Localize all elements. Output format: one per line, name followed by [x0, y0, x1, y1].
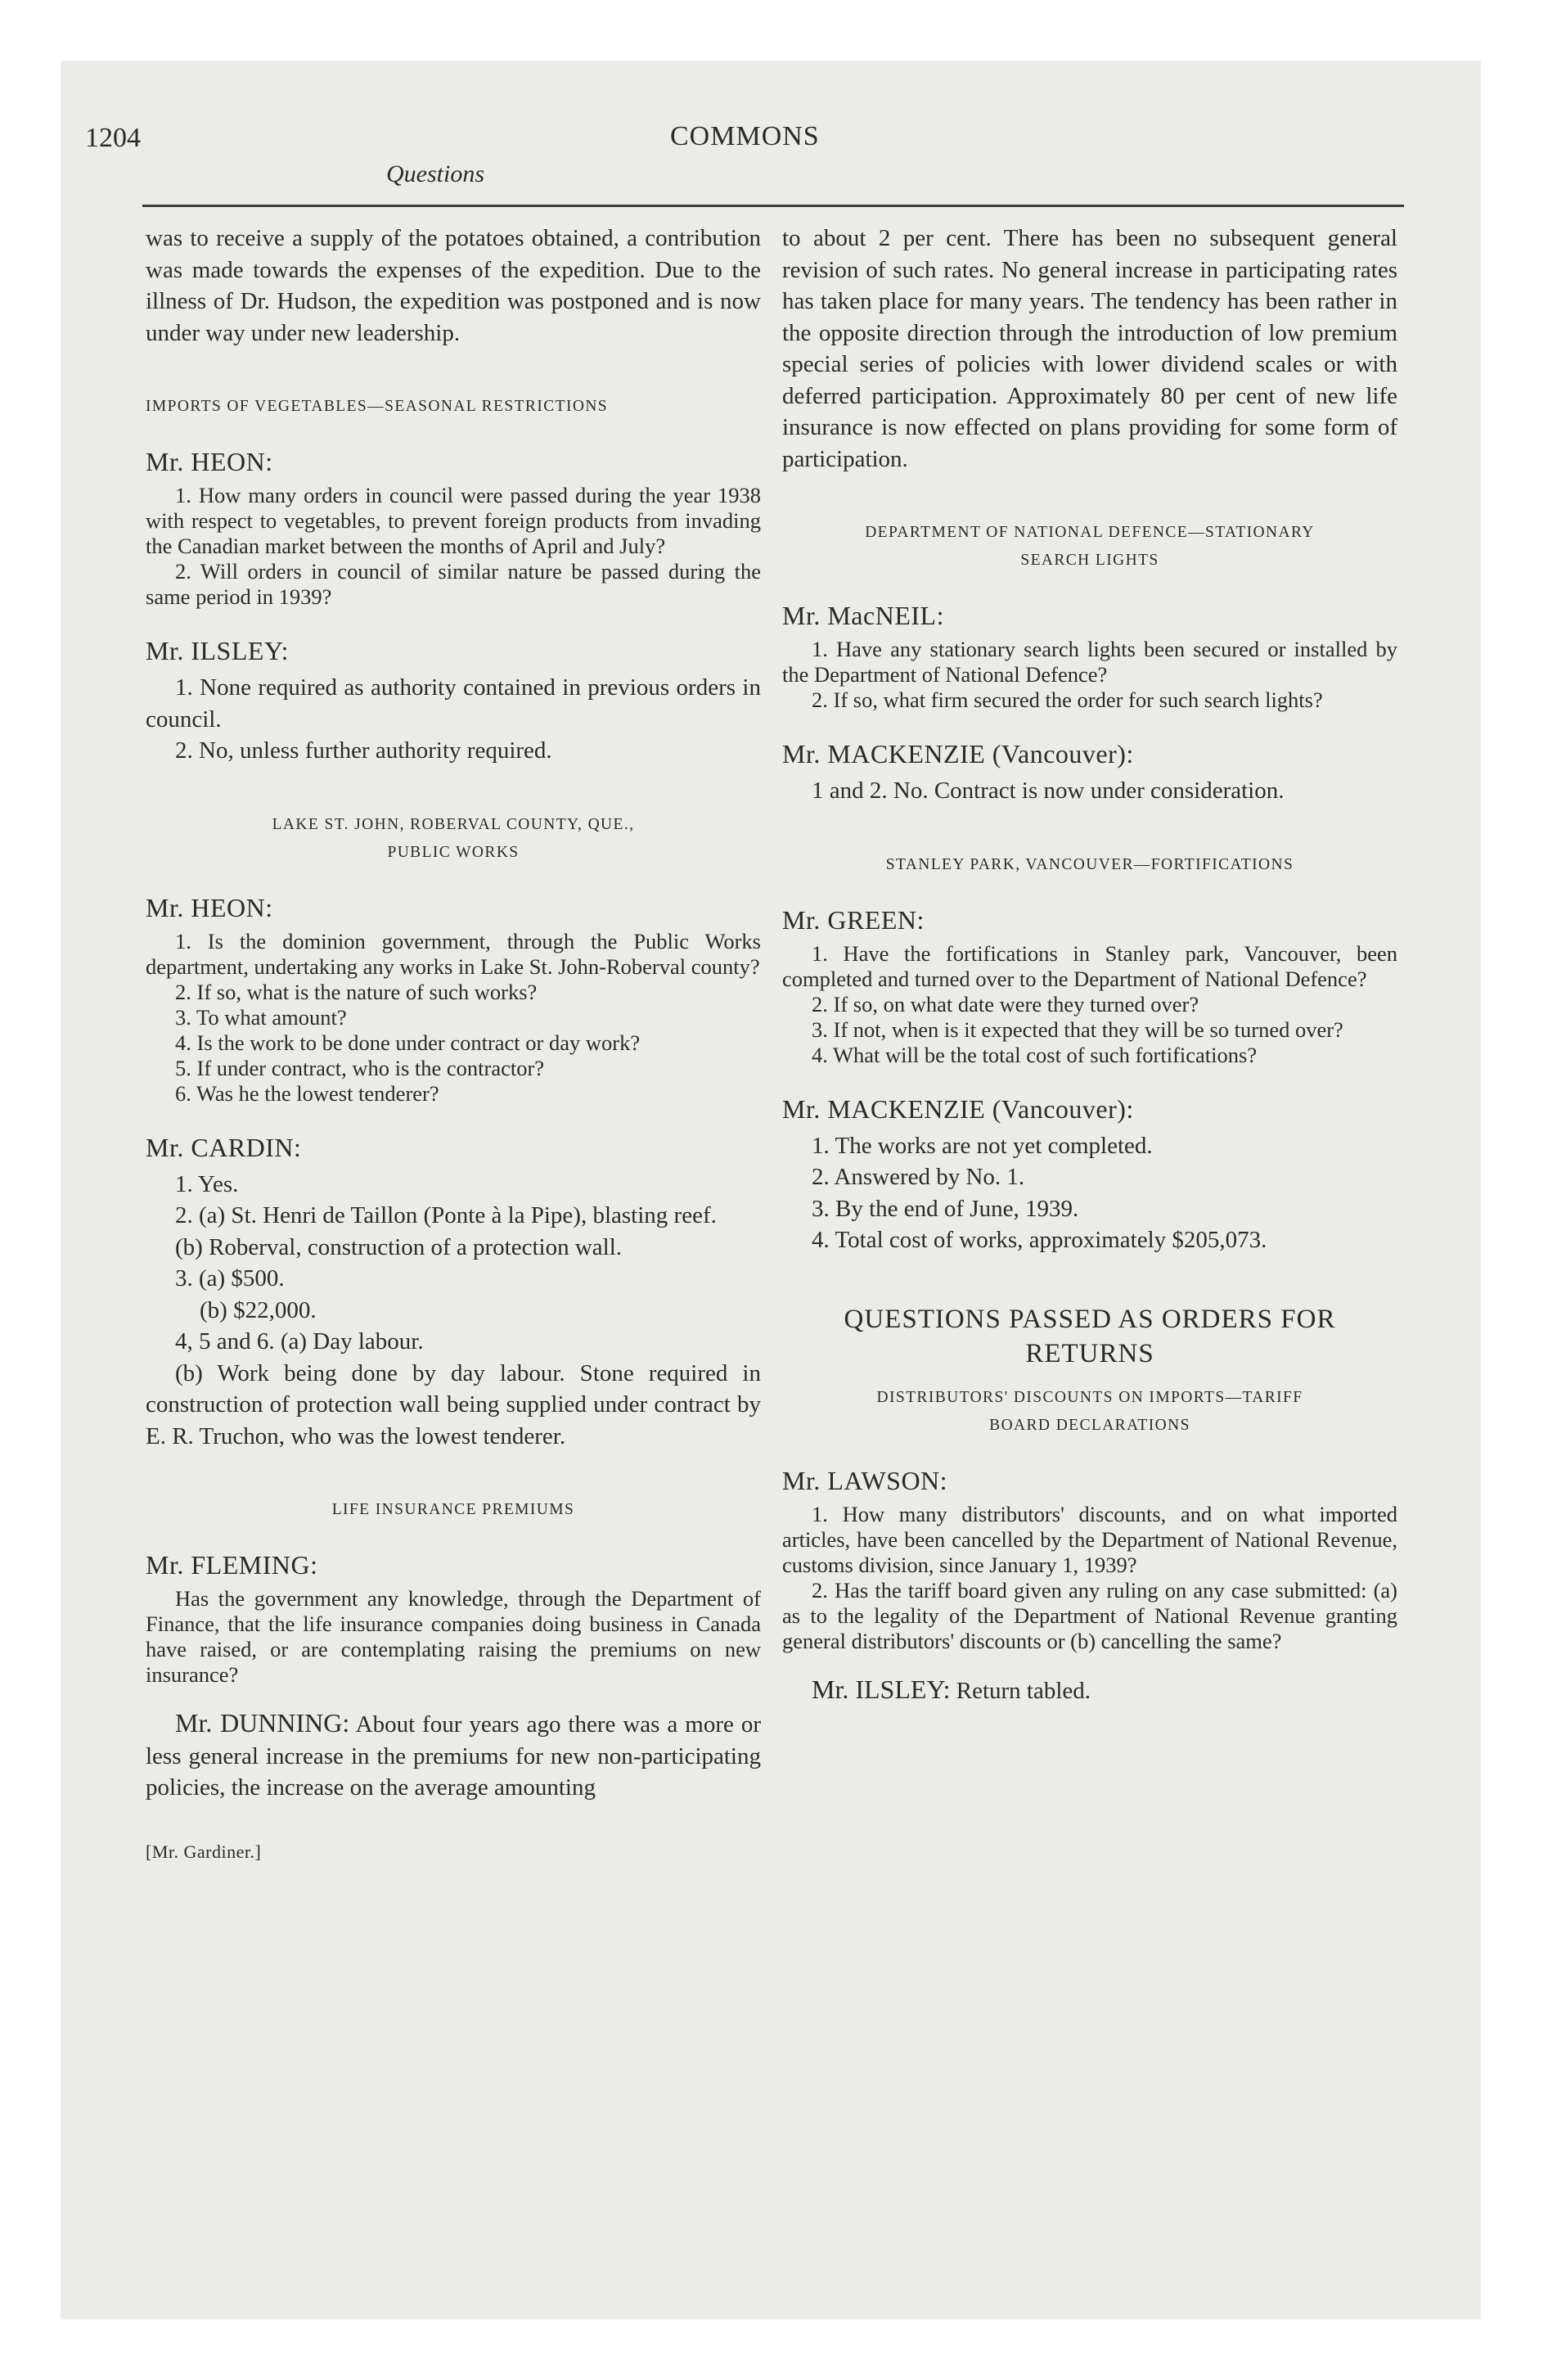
- answer-1: 1. Yes.: [175, 1170, 239, 1197]
- answer-4: 4. Total cost of works, approximately $205,073.: [812, 1227, 1267, 1253]
- section-heading-lake-st-john: [146, 811, 761, 867]
- answer-2: 2. Answered by No. 1.: [812, 1164, 1025, 1190]
- speaker-mackenzie-1: Mr. MACKENZIE (Vancouver):: [782, 739, 1134, 769]
- question-1: 1. How many distributors' discounts, and on what imported articles, have been cancelled by the Department of National Revenue, customs division, since January 1, 1939?: [782, 1501, 1397, 1577]
- continuation-paragraph: to about 2 per cent. There has been no subsequent general revision of such rates. No general increase in participating rates has taken place for many years. The tendency has been rather in the opposite direction through the introduction of low premium special series of policies with lower dividend scales or with deferred participation. Approximately 80 per cent of new life insurance is now effected on plans providing for some form of participation.: [782, 225, 1397, 472]
- speaker-heon-1: Mr. HEON:: [146, 447, 273, 476]
- left-column: [146, 223, 761, 1868]
- heading-line: QUESTIONS PASSED AS ORDERS FOR: [844, 1304, 1336, 1334]
- heading-line: DEPARTMENT OF NATIONAL DEFENCE—STATIONARY: [865, 524, 1315, 541]
- speaker-ilsley-1: Mr. ILSLEY:: [146, 636, 289, 665]
- speaker-ilsley-2: Mr. ILSLEY:: [812, 1674, 951, 1704]
- answer-3b: (b) $22,000.: [200, 1296, 317, 1323]
- speaker-mackenzie-2: Mr. MACKENZIE (Vancouver):: [782, 1093, 1134, 1124]
- answer-text: About four years ago there was a more or less general increase in the premiums for new non-participating policies, the increase on the average amounting: [146, 1711, 762, 1801]
- question-5: 5. If under contract, who is the contractor?: [175, 1055, 545, 1080]
- speaker-heon-2: Mr. HEON:: [146, 892, 273, 922]
- page-subtitle: Questions: [386, 160, 484, 187]
- section-heading-distributors-discounts: [782, 1384, 1397, 1440]
- answer: 1 and 2. No. Contract is now under consideration.: [812, 778, 1285, 804]
- answer-456a: 4, 5 and 6. (a) Day labour.: [175, 1328, 424, 1355]
- question-6: 6. Was he the lowest tenderer?: [175, 1080, 439, 1106]
- answer-3: 3. By the end of June, 1939.: [812, 1195, 1079, 1222]
- answer-ilsley: [782, 1674, 1397, 1707]
- answer-dunning: [146, 1707, 761, 1804]
- heading-line: DISTRIBUTORS' DISCOUNTS ON IMPORTS—TARIFF: [876, 1388, 1303, 1406]
- question-1: 1. How many orders in council were passed during the year 1938 with respect to vegetables, to prevent foreign products from invading the Canadian market between the months of April and July?: [146, 483, 761, 558]
- section-heading-stanley-park: STANLEY PARK, VANCOUVER—FORTIFICATIONS: [885, 855, 1294, 873]
- heading-line: BOARD DECLARATIONS: [989, 1416, 1190, 1434]
- answer-3a: 3. (a) $500.: [175, 1265, 285, 1291]
- page-header: [85, 0, 1461, 213]
- speaker-cardin: Mr. CARDIN:: [146, 1132, 302, 1162]
- question-1: 1. Have any stationary search lights been secured or installed by the Department of National Defence?: [782, 637, 1397, 687]
- speaker-fleming: Mr. FLEMING:: [146, 1550, 318, 1580]
- question-3: 3. To what amount?: [175, 1004, 347, 1030]
- question-3: 3. If not, when is it expected that they will be so turned over?: [812, 1016, 1343, 1042]
- answer-2: 2. No, unless further authority required.: [175, 737, 552, 764]
- section-heading-imports: IMPORTS OF VEGETABLES—SEASONAL RESTRICTIONS: [146, 398, 609, 415]
- heading-line: SEARCH LIGHTS: [1020, 552, 1159, 569]
- section-heading-life-insurance: LIFE INSURANCE PREMIUMS: [331, 1501, 575, 1518]
- header-rule: [142, 205, 1404, 207]
- question: Has the government any knowledge, through the Department of Finance, that the life insurance companies doing business in Canada have raised, or are contemplating raising the premiums on new insurance?: [146, 1586, 761, 1687]
- intro-paragraph: was to receive a supply of the potatoes obtained, a contribution was made towards the expenses of the expedition. Due to the illness of Dr. Hudson, the expedition was postponed and is now under way under new leadership.: [146, 225, 761, 346]
- question-1: 1. Is the dominion government, through the Public Works department, undertaking any works in Lake St. John-Roberval county?: [146, 928, 761, 979]
- answer-1: 1. The works are not yet completed.: [812, 1132, 1153, 1159]
- heading-line: RETURNS: [1025, 1338, 1154, 1368]
- answer-456b: (b) Work being done by day labour. Stone required in construction of protection wall being supplied under contract by E. R. Truchon, who was the lowest tenderer.: [146, 1359, 761, 1449]
- page-number: 1204: [85, 123, 141, 153]
- question-1: 1. Have the fortifications in Stanley park, Vancouver, been completed and turned over to the Department of National Defence?: [782, 940, 1397, 991]
- speaker-macneil: Mr. MacNEIL:: [782, 601, 944, 630]
- speaker-green: Mr. GREEN:: [782, 904, 925, 935]
- section-heading-search-lights: [782, 519, 1397, 575]
- answer-text: Return tabled.: [956, 1677, 1091, 1704]
- question-4: 4. What will be the total cost of such fortifications?: [812, 1042, 1258, 1067]
- footer-note: [Mr. Gardiner.]: [146, 1841, 262, 1862]
- main-heading-orders-for-returns: [782, 1302, 1397, 1371]
- speaker-lawson: Mr. LAWSON:: [782, 1465, 948, 1495]
- speaker-dunning: Mr. DUNNING:: [175, 1708, 350, 1738]
- right-column: [782, 223, 1397, 1706]
- question-4: 4. Is the work to be done under contract or day work?: [175, 1030, 641, 1055]
- heading-line: LAKE ST. JOHN, ROBERVAL COUNTY, QUE.,: [272, 815, 635, 833]
- question-2: 2. If so, what firm secured the order for such search lights?: [812, 687, 1323, 712]
- question-2: 2. If so, what is the nature of such works?: [175, 979, 538, 1004]
- question-2: 2. Has the tariff board given any ruling on any case submitted: (a) as to the legality of the Department of National Revenue granting general distributors' discounts or (b) cancelling the same?: [782, 1577, 1397, 1653]
- question-2: 2. Will orders in council of similar nature be passed during the same period in 1939?: [146, 559, 761, 609]
- answer-1: 1. None required as authority contained in previous orders in council.: [146, 674, 761, 732]
- answer-2b: (b) Roberval, construction of a protection wall.: [175, 1233, 623, 1260]
- question-2: 2. If so, on what date were they turned over?: [812, 991, 1199, 1016]
- page-title: COMMONS: [670, 121, 820, 151]
- answer-2a: 2. (a) St. Henri de Taillon (Ponte à la Pipe), blasting reef.: [175, 1202, 717, 1228]
- heading-line: PUBLIC WORKS: [387, 843, 520, 861]
